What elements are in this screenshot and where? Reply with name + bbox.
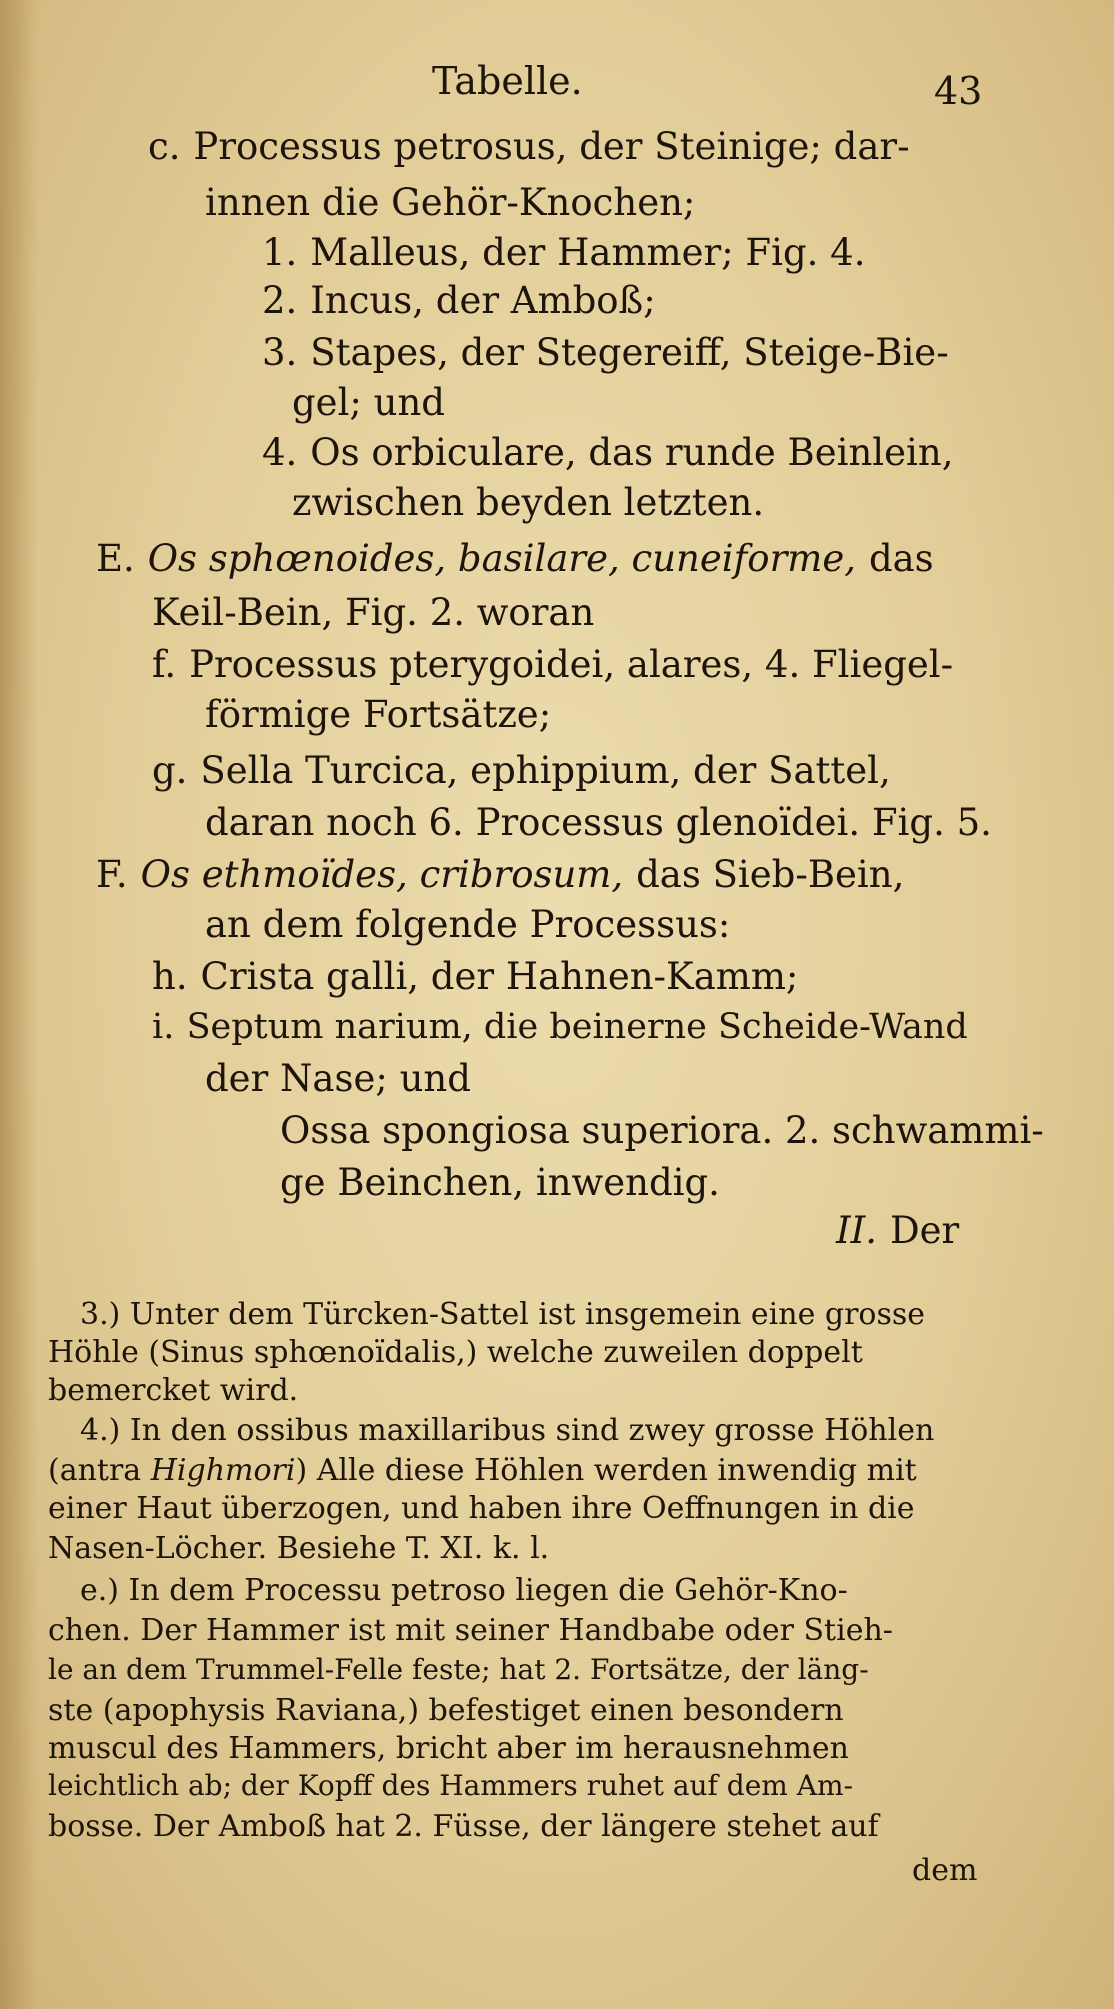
line-text: Malleus, der Hammer; Fig. 4. [310, 231, 866, 274]
line-text: Processus petrosus, der Steinige; dar- [193, 125, 910, 168]
note-line: chen. Der Hammer ist mit seiner Handbabe oder Stieh- [48, 1613, 893, 1648]
line-label: f. [152, 643, 177, 686]
text-line [205, 181, 696, 224]
text-line [152, 643, 954, 686]
note-line: Höhle (Sinus sphœnoïdalis,) welche zuweilen doppelt [48, 1335, 863, 1370]
note-line: leichtlich ab; der Kopff des Hammers ruhet auf dem Am- [48, 1769, 853, 1802]
line-text: Septum narium, die beinerne Scheide-Wand [186, 1007, 968, 1047]
running-title: Tabelle. [432, 59, 583, 103]
line-text: daran noch 6. Processus glenoïdei. Fig. 5. [205, 801, 992, 844]
line-label: g. [152, 749, 188, 792]
line-italic: Os ethmoïdes, cribrosum, [140, 853, 624, 896]
line-text: Ossa spongiosa superiora. 2. schwammi- [280, 1109, 1044, 1152]
text-line [152, 1007, 968, 1047]
text-line [205, 801, 992, 844]
note-line: e.) In dem Processu petroso liegen die Gehör-Kno- [80, 1573, 848, 1608]
note-text: (antra [48, 1453, 151, 1488]
line-text: an dem folgende Processus: [205, 903, 731, 946]
text-line [152, 749, 891, 792]
note-line: bosse. Der Amboß hat 2. Füsse, der längere stehet auf [48, 1809, 879, 1844]
text-line [262, 279, 656, 322]
line-label: i. [152, 1007, 175, 1047]
note-line: 3.) Unter dem Türcken-Sattel ist insgemein eine grosse [80, 1297, 926, 1332]
text-line [152, 955, 799, 998]
note-line: le an dem Trummel-Felle feste; hat 2. Fortsätze, der läng- [48, 1653, 869, 1686]
page-edge-shadow [0, 0, 38, 2009]
text-line [205, 903, 731, 946]
text-line [280, 1109, 1044, 1152]
line-label: 3. [262, 331, 298, 374]
text-line [292, 481, 765, 524]
line-label: c. [148, 125, 181, 168]
note-line: Nasen-Löcher. Besiehe T. XI. k. l. [48, 1531, 550, 1566]
catchword [836, 1209, 960, 1252]
note-line: einer Haut überzogen, und haben ihre Oeffnungen in die [48, 1491, 915, 1526]
note-line: 4.) In den ossibus maxillaribus sind zwey grosse Höhlen [80, 1413, 935, 1448]
line-italic: Os sphœnoides, basilare, cuneiforme, [147, 537, 856, 580]
text-line [262, 231, 866, 274]
text-line [205, 693, 552, 736]
line-label: 1. [262, 231, 298, 274]
line-text: Crista galli, der Hahnen-Kamm; [200, 955, 799, 998]
line-text: ge Beinchen, inwendig. [280, 1161, 720, 1204]
note-line: ste (apophysis Raviana,) befestiget einen besondern [48, 1693, 844, 1728]
note-line [48, 1453, 917, 1488]
text-line [152, 591, 595, 634]
line-italic: II. [836, 1209, 877, 1252]
catchword: dem [912, 1853, 978, 1888]
line-text: Os orbiculare, das runde Beinlein, [310, 431, 954, 474]
line-text: zwischen beyden letzten. [292, 481, 765, 524]
line-text: Stapes, der Stegereiff, Steige-Bie- [310, 331, 949, 374]
line-text: der Nase; und [205, 1057, 471, 1100]
text-line [262, 331, 949, 374]
line-label: 2. [262, 279, 298, 322]
text-line [292, 381, 445, 424]
note-italic: Highmori [150, 1453, 296, 1488]
line-text: gel; und [292, 381, 445, 424]
line-text: das [868, 537, 934, 580]
note-text: ) Alle diese Höhlen werden inwendig mit [295, 1453, 917, 1488]
line-text: Processus pterygoidei, alares, 4. Fliegel- [189, 643, 954, 686]
note-line: muscul des Hammers, bricht aber im herausnehmen [48, 1731, 849, 1766]
line-text: das Sieb-Bein, [636, 853, 905, 896]
text-line [262, 431, 954, 474]
page-number: 43 [934, 69, 983, 113]
line-text: Keil-Bein, Fig. 2. woran [152, 591, 595, 634]
line-text: Sella Turcica, ephippium, der Sattel, [200, 749, 891, 792]
line-label: h. [152, 955, 188, 998]
line-text: innen die Gehör-Knochen; [205, 181, 696, 224]
text-line [205, 1057, 471, 1100]
text-line [96, 537, 934, 580]
line-text: förmige Fortsätze; [205, 693, 552, 736]
line-label: 4. [262, 431, 298, 474]
line-label: E. [96, 537, 135, 580]
note-line: bemercket wird. [48, 1373, 299, 1408]
line-text: Der [889, 1209, 960, 1252]
line-label: F. [96, 853, 128, 896]
text-line [148, 125, 910, 168]
text-line [96, 853, 905, 896]
text-line [280, 1161, 720, 1204]
line-text: Incus, der Amboß; [310, 279, 656, 322]
